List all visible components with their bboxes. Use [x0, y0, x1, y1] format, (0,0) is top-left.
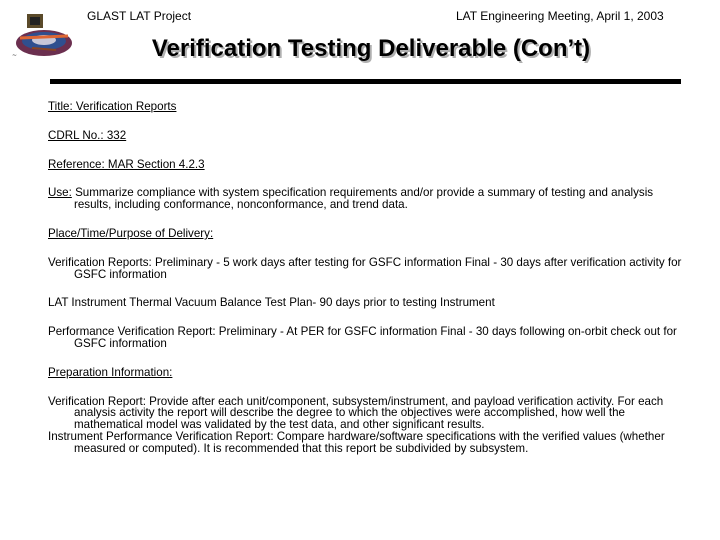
- delivery-item: LAT Instrument Thermal Vacuum Balance Test Plan- 90 days prior to testing Instrument: [48, 296, 495, 310]
- svg-text:~: ~: [12, 52, 18, 59]
- title-divider: [50, 79, 681, 84]
- prep-item: Verification Report: Provide after each unit/component, subsystem/instrument, and payload verification activity. For each analysis activity the report will describe the degree to which the objectives were accomplished, how well the mathematical model was validated by the test data, and other significant results.: [48, 394, 664, 432]
- prep-item: Instrument Performance Verification Report: Compare hardware/software specifications with the verified values (whether measured or computed). It is recommended that this report be subdivided by subsystem.: [48, 429, 665, 455]
- delivery-item: Performance Verification Report: Preliminary - At PER for GSFC information Final - 30 days following on-orbit check out for GSFC information: [48, 325, 677, 350]
- cdrl-line: CDRL No.: 332: [48, 128, 127, 142]
- delivery-item: Verification Reports: Preliminary - 5 work days after testing for GSFC information Final - 30 days after verification activity for GSFC information: [48, 255, 682, 281]
- use-label: Use:: [48, 186, 72, 200]
- prep-heading: Preparation Information:: [48, 365, 173, 379]
- header-project: GLAST LAT Project: [87, 9, 192, 23]
- reference-line: Reference: MAR Section 4.2.3: [48, 157, 205, 171]
- slide-title: Verification Testing Deliverable (Con’t): [151, 35, 591, 62]
- slide-body: [48, 101, 688, 455]
- delivery-heading: Place/Time/Purpose of Delivery:: [48, 226, 214, 240]
- use-paragraph: [48, 187, 688, 211]
- title-line: Title: Verification Reports: [48, 100, 177, 113]
- header-meeting: LAT Engineering Meeting, April 1, 2003: [456, 9, 664, 23]
- use-text: Summarize compliance with system specification requirements and/or provide a summary of testing and analysis results, including conformance, nonconformance, and trend data.: [71, 186, 654, 212]
